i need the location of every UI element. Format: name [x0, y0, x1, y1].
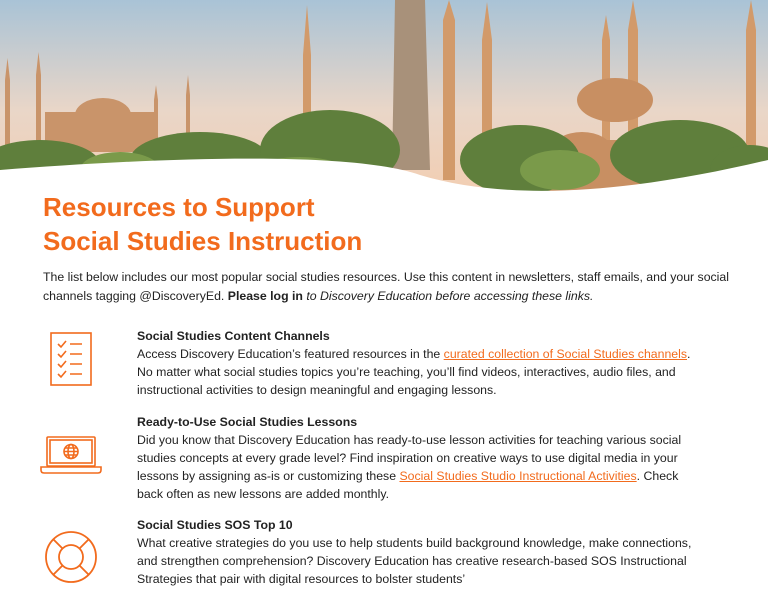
- title-line-2: Social Studies Instruction: [43, 226, 363, 256]
- item-text: . Check back often as new lessons are added monthly.: [137, 469, 679, 501]
- item-description: [137, 345, 697, 399]
- intro-bold: Please log in: [227, 289, 303, 303]
- intro-paragraph: [43, 268, 733, 306]
- item-heading: Social Studies SOS Top 10: [137, 518, 293, 532]
- page-title: [43, 190, 362, 258]
- studio-activities-link[interactable]: Social Studies Studio Instructional Activities: [399, 469, 637, 483]
- life-ring-icon: [44, 530, 98, 589]
- title-line-1: Resources to Support: [43, 192, 315, 222]
- item-text: Access Discovery Education’s featured resources in the: [137, 347, 444, 361]
- resource-item-sos-top-10: [137, 516, 697, 588]
- item-description: [137, 431, 697, 503]
- intro-italic: to Discovery Education before accessing these links.: [302, 289, 594, 303]
- item-text: What creative strategies do you use to help students build background knowledge, make connections, and strengthen comprehension? Discovery Education has creative research-based SOS Instructional Strategies that pair with digital resources to bolster students’: [137, 536, 692, 586]
- intro-text: The list below includes our most popular social studies resources. Use this content in newsletters, staff emails, and your social channels tagging @DiscoveryEd.: [43, 270, 729, 303]
- item-text: . No matter what social studies topics you’re teaching, you’ll find videos, interactives, audio files, and instructional activities to design meaningful and engaging lessons.: [137, 347, 691, 397]
- item-description: [137, 534, 697, 588]
- resource-item-content-channels: [137, 327, 697, 399]
- item-heading: Ready-to-Use Social Studies Lessons: [137, 415, 358, 429]
- content-channels-link[interactable]: curated collection of Social Studies channels: [443, 347, 688, 361]
- item-text: Did you know that Discovery Education has ready-to-use lesson activities for teaching various social studies concepts at every grade level? Find inspiration on creative ways to use digital media in your lessons by assigning as-is or customizing these: [137, 433, 682, 483]
- resource-item-lessons: [137, 413, 697, 503]
- checklist-icon: [50, 332, 92, 391]
- laptop-globe-icon: [40, 436, 102, 479]
- item-heading: Social Studies Content Channels: [137, 329, 330, 343]
- hero-image: [0, 0, 768, 200]
